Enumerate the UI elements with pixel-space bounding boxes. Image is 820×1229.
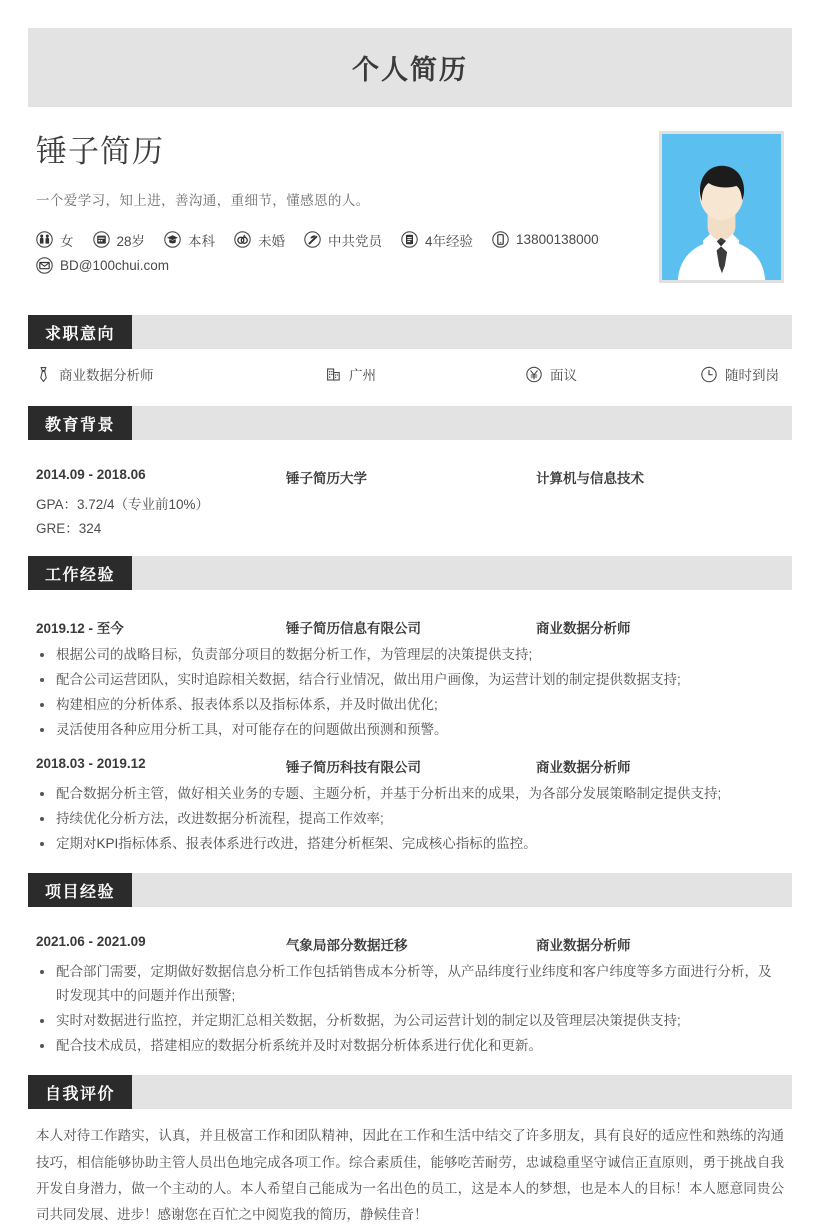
info-email [36, 257, 169, 274]
work-role: 商业数据分析师 [536, 760, 631, 776]
rings-icon [234, 231, 251, 248]
section-tag-education: 教育背景 [28, 406, 132, 440]
project-name: 气象局部分数据迁移 [286, 938, 408, 954]
info-age [93, 230, 146, 250]
section-header-work [28, 556, 792, 590]
person-tagline: 一个爱学习，知上进，善沟通，重细节，懂感恩的人。 [36, 192, 370, 208]
building-icon [326, 366, 341, 383]
project-entry-head [36, 934, 784, 954]
education-gre: GRE：324 [36, 520, 102, 536]
info-experience [401, 230, 473, 250]
tie-icon [36, 366, 51, 383]
info-phone-value: 13800138000 [516, 232, 599, 248]
envelope-icon [36, 257, 53, 274]
section-tag-project: 项目经验 [28, 873, 132, 907]
work-entry-head [36, 617, 784, 637]
education-major: 计算机与信息技术 [536, 471, 644, 486]
work-body [28, 590, 792, 863]
list-item: 配合数据分析主管，做好相关业务的专题、主题分析，并基于分析出来的成果，为各部分发展策略制定提供支持; [36, 782, 784, 806]
work-company: 锤子简历科技有限公司 [286, 760, 421, 776]
work-entry [36, 743, 784, 856]
list-item: 灵活使用各种应用分析工具，对可能存在的问题做出预测和预警。 [36, 718, 784, 742]
education-entry-head [36, 467, 784, 487]
info-experience-value: 4年经验 [425, 233, 474, 249]
education-entry [36, 454, 784, 540]
work-entry-head [36, 756, 784, 776]
section-tag-work: 工作经验 [28, 556, 132, 590]
gender-icon [36, 231, 53, 248]
work-bullets [36, 782, 784, 856]
info-marital-value: 未婚 [258, 233, 286, 249]
phone-icon [492, 231, 509, 248]
section-header-job-intent [28, 315, 792, 349]
list-item: 根据公司的战略目标，负责部分项目的数据分析工作，为管理层的决策提供支持; [36, 643, 784, 667]
info-gender [36, 230, 74, 250]
job-intent-row [28, 349, 792, 396]
identity-details [36, 133, 636, 281]
info-education [164, 230, 215, 250]
section-tag-job-intent: 求职意向 [28, 315, 132, 349]
job-intent-position-value: 商业数据分析师 [59, 368, 154, 383]
section-tag-self-eval: 自我评价 [28, 1075, 132, 1109]
job-intent-availability [701, 364, 779, 384]
personal-info-row-2 [36, 257, 636, 274]
list-item: 配合部门需要，定期做好数据信息分析工作包括销售成本分析等，从产品纬度行业纬度和客户纬度等多方面进行分析，及时发现其中的问题并作出预警; [36, 960, 784, 1008]
education-date: 2014.09 - 2018.06 [36, 467, 146, 482]
calendar-icon [93, 231, 110, 248]
work-date: 2018.03 - 2019.12 [36, 756, 146, 772]
personal-info-list [36, 230, 636, 274]
project-role: 商业数据分析师 [536, 938, 631, 954]
info-political-status [304, 230, 382, 250]
page-title: 个人简历 [352, 55, 468, 85]
project-bullets [36, 960, 784, 1058]
section-header-self-eval [28, 1075, 792, 1109]
personal-info-row-1 [36, 230, 636, 250]
project-entry [36, 921, 784, 1058]
section-header-education [28, 406, 792, 440]
clipboard-icon [401, 231, 418, 248]
section-header-project [28, 873, 792, 907]
party-member-icon [304, 231, 321, 248]
education-school: 锤子简历大学 [286, 471, 367, 486]
clock-icon [701, 366, 717, 383]
identity-block [28, 107, 792, 305]
list-item: 持续优化分析方法，改进数据分析流程，提高工作效率; [36, 807, 784, 831]
resume-banner [28, 28, 792, 107]
info-age-value: 28岁 [116, 233, 146, 249]
work-date: 2019.12 - 至今 [36, 621, 124, 637]
list-item: 定期对KPI指标体系、报表体系进行改进，搭建分析框架、完成核心指标的监控。 [36, 832, 784, 856]
work-role: 商业数据分析师 [536, 621, 631, 637]
person-name: 锤子简历 [36, 134, 164, 169]
info-education-value: 本科 [188, 233, 216, 249]
info-marital-status [234, 230, 285, 250]
work-bullets [36, 643, 784, 742]
job-intent-position [36, 364, 326, 384]
graduation-cap-icon [164, 231, 181, 248]
info-gender-value: 女 [60, 233, 74, 249]
info-email-value: BD@100chui.com [60, 257, 170, 273]
work-company: 锤子简历信息有限公司 [286, 621, 421, 637]
list-item: 配合公司运营团队，实时追踪相关数据，结合行业情况，做出用户画像，为运营计划的制定提供数据支持; [36, 668, 784, 692]
education-gpa: GPA：3.72/4（专业前10%） [36, 497, 210, 512]
job-intent-salary [526, 364, 701, 384]
info-phone [492, 231, 599, 248]
job-intent-city [326, 364, 526, 384]
list-item: 构建相应的分析体系、报表体系以及指标体系，并及时做出优化; [36, 693, 784, 717]
list-item: 配合技术成员，搭建相应的数据分析系统并及时对数据分析体系进行优化和更新。 [36, 1034, 784, 1058]
job-intent-availability-value: 随时到岗 [725, 368, 779, 383]
info-political-value: 中共党员 [328, 233, 383, 249]
avatar [659, 131, 784, 283]
project-date: 2021.06 - 2021.09 [36, 934, 146, 950]
work-entry [36, 604, 784, 742]
project-body [28, 907, 792, 1065]
list-item: 实时对数据进行监控，并定期汇总相关数据，分析数据，为公司运营计划的制定以及管理层决策提供支持; [36, 1009, 784, 1033]
self-eval-text: 本人对待工作踏实，认真，并且极富工作和团队精神，因此在工作和生活中结交了许多朋友，具有良好的适应性和熟练的沟通技巧，相信能够协助主管人员出色地完成各项工作。综合素质佳，能够吃苦耐劳，忠诚稳重坚守诚信正直原则，勇于挑战自我开发自身潜力，做一个主动的人。本人希望自己能成为一名出色的员工，这是本人的梦想，也是本人的目标！本人愿意同贵公司共同发展、进步！感谢您在百忙之中阅览我的简历，静候佳音！ [36, 1128, 784, 1223]
yen-icon [526, 366, 542, 383]
job-intent-salary-value: 面议 [550, 368, 577, 383]
education-body [28, 440, 792, 546]
job-intent-city-value: 广州 [349, 368, 376, 383]
